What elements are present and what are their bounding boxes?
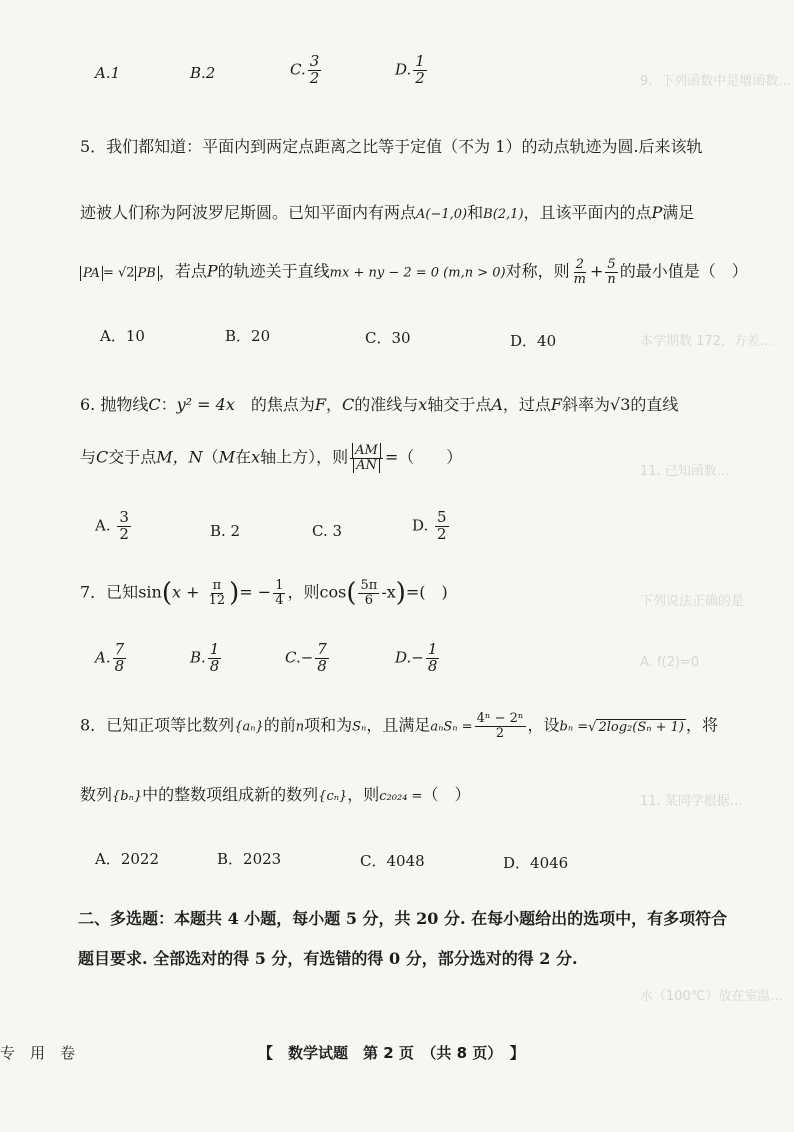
- q8-option-b: B．2023: [217, 850, 282, 868]
- footer-page-info: 【 数学试题 第 2 页 （共 8 页） 】: [258, 1044, 525, 1062]
- bleed-through-text: 11. 已知函数…: [640, 464, 730, 479]
- q8-option-d: D．4046: [503, 854, 569, 872]
- q7-option-c: C.− $\frac{7}{8}$: [285, 640, 327, 675]
- q4-option-b: B.2: [190, 64, 216, 82]
- q6-option-d: D. $\frac{5}{2}$: [412, 508, 447, 543]
- bleed-through-text: 水（100℃）放在室温…: [640, 989, 784, 1004]
- q8-line-1: 8．已知正项等比数列{aₙ}的前n项和为Sₙ，且满足aₙSₙ = $\frac{\text{4ⁿ − 2ⁿ}}{2}$ ，设bₙ =√ 2log₂(Sₙ + 1) ，将: [80, 711, 719, 741]
- q7-option-b: B. $\frac{1}{8}$: [190, 640, 220, 675]
- bleed-through-text: 9．下列函数中是增函数…: [640, 74, 792, 89]
- q8-line-2: 数列{bₙ}中的整数项组成新的数列{cₙ}，则c₂₀₂₄ =（ ）: [80, 785, 471, 804]
- q8-option-c: C．4048: [360, 852, 425, 870]
- q5-option-d: D．40: [510, 332, 557, 350]
- q5-option-c: C．30: [365, 329, 411, 347]
- footer-left-label: 专 用 卷: [0, 1044, 76, 1062]
- q4-option-c: C. $\frac{3}{2}$: [290, 52, 320, 87]
- q6-option-c: C. 3: [312, 522, 343, 540]
- q7-stem: 7．已知sin(x + $\frac{\pi}{12}$ )= − $\frac{1}{4}$ ，则cos( $\frac{5\pi}{6}$ -x)=( ): [80, 577, 448, 608]
- bleed-through-text: 下列说法正确的是: [640, 594, 745, 609]
- q8-option-a: A．2022: [95, 850, 160, 868]
- q4-option-a: A.1: [95, 64, 121, 82]
- section2-heading-line2: 题目要求. 全部选对的得 5 分，有选错的得 0 分，部分选对的得 2 分.: [78, 949, 578, 968]
- q7-option-d: D.− $\frac{1}{8}$: [395, 640, 438, 675]
- bleed-through-text: 11. 某同学根据…: [640, 794, 743, 809]
- q5-line-1: 5．我们都知道：平面内到两定点距离之比等于定值（不为 1）的动点轨迹为圆.后来该轨: [80, 137, 703, 156]
- q4-option-d: D. $\frac{1}{2}$: [395, 52, 425, 87]
- section2-heading-line1: 二、多选题：本题共 4 小题，每小题 5 分，共 20 分. 在每小题给出的选项中，有多项符合: [78, 909, 728, 928]
- q6-option-a: A. $\frac{3}{2}$: [95, 508, 129, 543]
- q6-option-b: B. 2: [210, 522, 241, 540]
- bleed-through-text: A. f(2)=0: [640, 655, 700, 670]
- q5-line-3: PA = √2 PB ，若点P的轨迹关于直线mx + ny − 2 = 0 (m,n > 0)对称，则 $\frac{2}{m}$ + $\frac{5}{n}$ 的最小值是（ ）: [80, 258, 748, 286]
- q5-option-b: B．20: [225, 327, 271, 345]
- bleed-through-text: 本学期数 172，方差…: [640, 334, 773, 349]
- q5-line-2: 迹被人们称为阿波罗尼斯圆。已知平面内有两点A(−1,0)和B(2,1)，且该平面内的点P满足: [80, 203, 695, 222]
- q7-option-a: A. $\frac{7}{8}$: [95, 640, 125, 675]
- q6-line-2: 与C交于点M，N（M在x轴上方），则 $\frac{AM}{AN}$ =（ ）: [80, 443, 463, 473]
- q5-option-a: A．10: [100, 327, 145, 345]
- q6-line-1: 6. 抛物线C：y² = 4x 的焦点为F，C的准线与x轴交于点A，过点F斜率为√3的直线: [80, 395, 679, 414]
